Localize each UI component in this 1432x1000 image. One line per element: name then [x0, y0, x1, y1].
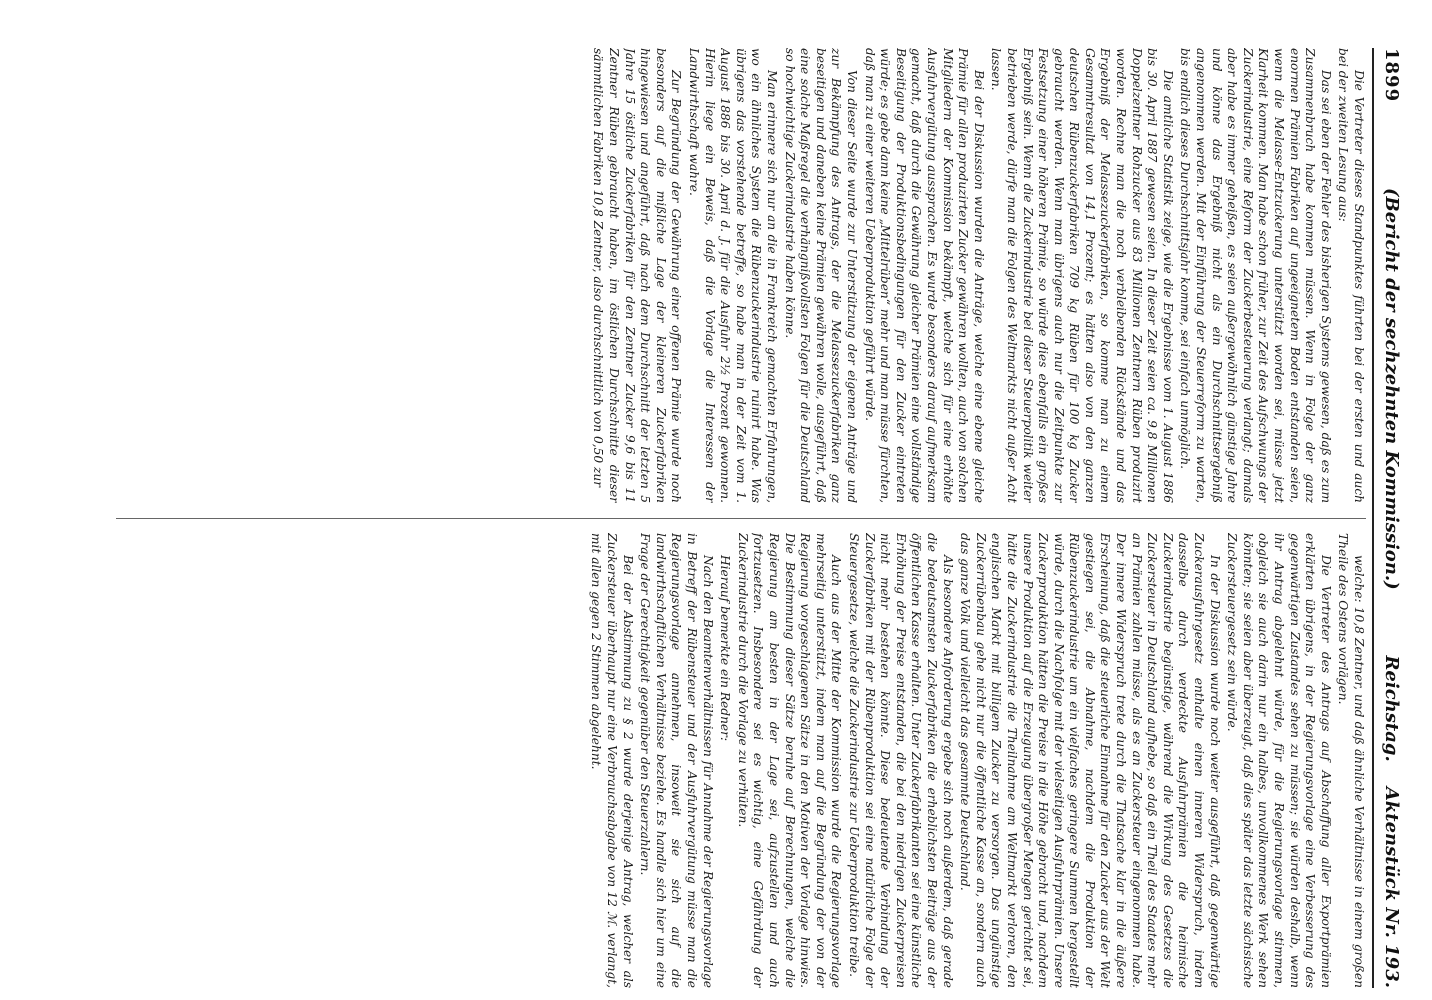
second-column-paragraph: Auch aus der Mitte der Kommission wurde die Regierungsvorlage mehrseitig unterstützt, indem man auf die Begründung der von der Regierung vorgeschlagenen Sätze in den Motiven der Vorlage hinwies. Die Bestimmung dieser Sätze beruhe auf Berechnungen, welche die Regierung am besten in der Lage sei, aufzustellen und auch fortzusetzen. Insbesondere sei es wichtig, eine Gefährdung der Zuckerindustrie durch die Vorlage zu verhüten.	[735, 533, 844, 988]
digitization-credit	[2, 0, 24, 1000]
page-number: 1899	[1381, 48, 1402, 103]
header-aktenstueck: Aktenstück Nr. 193.	[1381, 786, 1402, 988]
first-column-paragraph: Man erinnere sich nur an die in Frankreich gemachten Erfahrungen, wo ein ähnliches System die Rübenzuckerindustrie ruinirt habe. Was übrigens das vorstehende betreffe, so habe man in der Zeit vom 1. August 1886 bis 30. April d. J. für die Ausfuhr 2½ Prozent gewonnen. Hierin liege ein Beweis, daß die Vorlage die Interessen der Landwirthschaft wahre.	[687, 48, 780, 503]
text-columns	[116, 48, 1366, 988]
right-text-column	[116, 533, 1366, 988]
second-column-paragraph: In der Diskussion wurde noch weiter ausgeführt, daß gegenwärtige Zuckerausfuhrgesetz enthalte einen inneren Widerspruch, indem dasselbe durch verdeckte Ausfuhrprämien die heimische Zuckerindustrie begünstige, während die Wirkung des Gesetzes die Zuckersteuer in Deutschland aufhebe, so daß ein Theil des Staates mehr an Prämien zahlen müsse, als es an Zuckersteuer eingenommen habe. Der innere Widerspruch trete durch die Thatsache klar in die äußere Erscheinung, daß die steuerliche Einnahme für den Zucker aus der Welt gestiegen sei, die Abnahme, nachdem die Produktion der Rübenzuckerindustrie um ein vielfaches geringere Summen hergestellt würde, durch die Nachfolge mit der vielseitigen Ausfuhrprämien. Unsere Zuckerproduktion hätten die Preise in die Höhe gebracht und, nachdem unsere Produktion auf die Erzeugung übergroßer Mengen gerichtet sei, hätte die Zuckerindustrie die Theilnahme am Weltmarkt verloren, den englischen Markt mit billigem Zucker zu versorgen. Das ungünstige Zuckerrübenbau gehe nicht nur die öffentliche Kasse an, sondern auch das ganze Volk und vielleicht das gesammte Deutschland.	[958, 533, 1222, 988]
left-text-column	[116, 48, 1366, 503]
first-column-paragraph: Die amtliche Statistik zeige, wie die Ergebnisse vom 1. August 1886 bis 30. April 1887 gewesen seien. In dieser Zeit seien ca. 9,8 Millionen Doppelzentner Rohzucker aus 83 Millionen Zentnern Rüben produzirt worden. Rechne man die noch verbleibenden Rückstände und das Ergebniß der Melassezuckerfabriken, so komme man zu einem Gesammtresultat von 14,1 Prozent; es hätten also von den ganzen deutschen Rübenzuckerfabriken 709 kg Rüben für 100 kg Zucker gebraucht werden. Wenn man übrigens auch nur die Zeitpunkte zur Festsetzung einer höheren Prämie, so würde dies ebenfalls ein großes Ergebniß sein. Wenn die Zuckerindustrie bei dieser Steuerpolitik weiter betrieben werde, dürfe man die Folgen des Weltmarkts nicht außer Acht lassen.	[989, 48, 1175, 503]
header-report-title: (Bericht der sechzehnten Kommission.)	[1381, 188, 1402, 590]
page-content	[108, 48, 1408, 988]
second-column-paragraph: Nach den Beamtenverhältnissen für Annahme der Regierungsvorlage in Betreff der Rübensteuer und der Ausfuhrvergütung müsse man die Regierungsvorlage annehmen, insoweit sie sich auf die landwirthschaftlichen Verhältnisse beziehe. Es handle sich hier um eine Frage der Gerechtigkeit gegenüber den Steuerzahlern.	[638, 533, 715, 988]
second-column-paragraph: Hierauf bemerkte ein Redner:	[718, 555, 733, 742]
second-column-paragraph: Bei der Abstimmung zu § 2 wurde derjenige Antrag, welcher als Zuckersteuer überhaupt nur eine Verbrauchsabgabe von 12 ℳ. verlangt, mit allen gegen 2 Stimmen abgelehnt.	[589, 533, 635, 988]
first-column-paragraph: Die Vertreter dieses Standpunktes führten bei der ersten und auch bei der zweiten Lesung aus:	[1336, 48, 1366, 503]
first-column-paragraph: Das sei eben der Fehler des bisherigen Systems gewesen, daß es zum Zusammenbruch habe kommen müssen. Wenn in Folge der ganz enormen Prämien Fabriken auf ungeeignetem Boden entstanden seien, wenn die Melasse-Entzuckerung unterstützt worden sei, müsse jetzt Klarheit kommen. Man habe schon früher, zur Zeit des Aufschwungs der Zuckerindustrie, eine Reform der Zuckerbesteuerung verlangt; damals aber habe es immer geheißen, es seien außergewöhnlich günstige Jahre und könne das Ergebniß nicht als ein Durchschnittsergebniß angenommen werden. Mit der Einführung der Steuerreform zu warten, bis endlich dieses Durchschnittsjahr komme, sei einfach unmöglich.	[1178, 48, 1333, 503]
second-column-paragraph: Als besondere Anforderung ergebe sich noch außerdem, daß gerade die bedeutsamsten Zuckerfabriken die erheblichsten Beiträge aus der öffentlichen Kasse erhalten. Unter Zuckerfabrikanten sei eine künstliche Erhöhung der Preise entstanden, die bei den niedrigen Zuckerpreisen nicht mehr bestehen könnte. Diese bedeutende Verbindung der Zuckerfabriken mit der Rübenproduktion sei eine natürliche Folge der Steuergesetze, welche die Zuckerindustrie zur Ueberproduktion treibe.	[847, 533, 955, 988]
second-column-paragraph: Die Vertreter des Antrags auf Abschaffung aller Exportprämien erklärten übrigens, in der Regierungsvorlage eine Verbesserung des gegenwärtigen Zustandes sehen zu müssen; sie würden deshalb, wenn ihr Antrag abgelehnt würde, für die Regierungsvorlage stimmen, obgleich sie auch darin nur ein halbes, unvollkommenes Werk sehen könnten; sie seien aber überzeugt, daß dies später das letzte sächsische Zuckersteuergesetz sein würde.	[1225, 533, 1333, 988]
first-column-paragraph: Von dieser Seite wurde zur Unterstützung der eigenen Anträge und zur Bekämpfung des Antrags, der die Melassezuckerfabriken ganz beseitigen und daneben keine Prämien gewähren wolle, ausgeführt, daß eine solche Maßregel die verhängnißvollsten Folgen für die Deutschland so hochwichtige Zuckerindustrie haben könne.	[782, 48, 859, 503]
first-column-paragraph: Bei der Diskussion wurden die Anträge, welche eine ebene gleiche Prämie für allen produzirten Zucker gewähren wollten, auch von solchen Mitgliedern der Kommission bekämpft, welche sich für eine erhöhte Ausfuhrvergütung aussprachen. Es wurde besonders darauf aufmerksam gemacht, daß durch die Gewährung gleicher Prämien eine vollständige Beseitigung der Produktionsbedingungen für den Zucker eintreten würde; es gebe dann keine „Mittelrüben“ mehr und man müsse fürchten, daß man zu einer weiteren Ueberproduktion geführt würde.	[862, 48, 986, 503]
header-reichstag: Reichstag.	[1381, 655, 1402, 762]
second-column-paragraph: welche: 10,8 Zentner, und daß ähnliche Verhältnisse in einem großen Theile des Ostens vorlägen.	[1336, 533, 1366, 988]
first-column-paragraph: Zur Begründung der Gewährung einer offenen Prämie wurde noch besonders auf die mißliche Lage der kleineren Zuckerfabriken hingewiesen und angeführt, daß nach dem Durchschnitt der letzten 5 Jahre 15 östliche Zuckerfabriken für den Zentner Zucker 9,6 bis 11 Zentner Rüben gebraucht haben, im östlichen Durchschnitte dieser sämmtlichen Fabriken 10,8 Zentner, also durchschnittlich von 0,50 zur	[591, 48, 684, 503]
rotated-page-scan	[108, 48, 1408, 988]
running-header	[1372, 48, 1408, 988]
column-divider	[116, 518, 1366, 519]
